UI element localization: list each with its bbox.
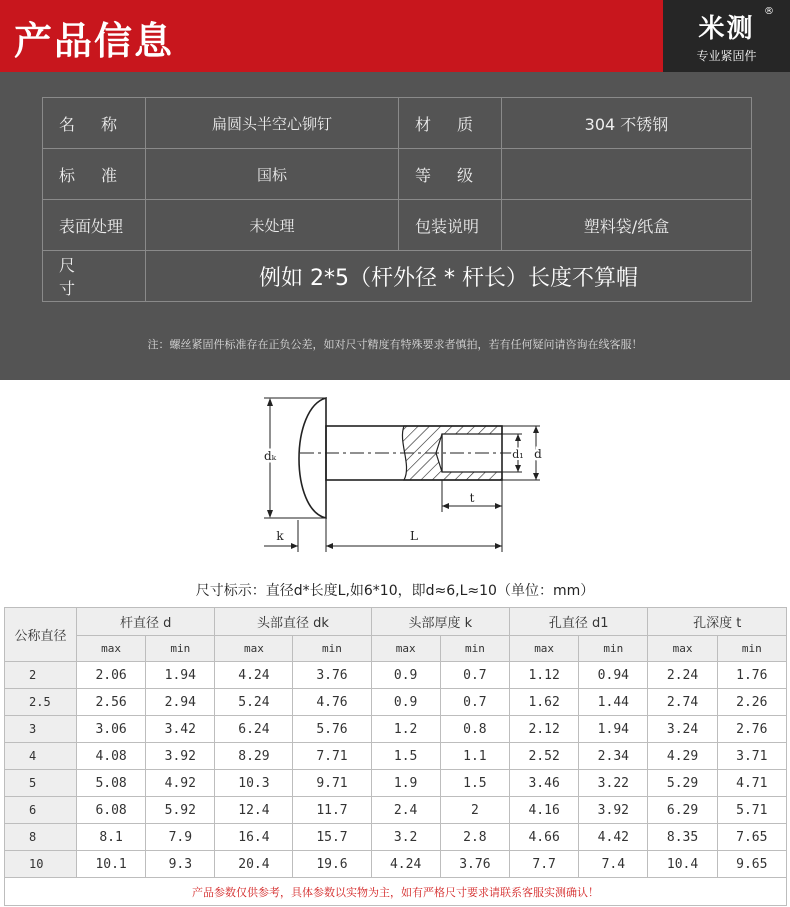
table-row	[5, 851, 787, 878]
spec-value-cell: 1.44	[579, 689, 648, 716]
info-row	[43, 200, 752, 251]
spec-value-cell: 4.24	[371, 851, 440, 878]
group-header: 头部直径 dk	[215, 608, 371, 636]
table-row	[5, 797, 787, 824]
rivet-diagram	[0, 380, 790, 580]
min-header: min	[293, 636, 371, 662]
spec-value-cell: 1.94	[579, 716, 648, 743]
label-L: L	[410, 529, 418, 543]
spec-value-cell: 1.76	[717, 662, 786, 689]
nominal-diameter-cell: 5	[5, 770, 77, 797]
max-header: max	[371, 636, 440, 662]
spec-value-cell: 11.7	[293, 797, 371, 824]
spec-value-cell: 1.5	[371, 743, 440, 770]
brand-logo	[663, 0, 790, 72]
material-value: 304 不锈钢	[502, 98, 752, 149]
name-value: 扁圆头半空心铆钉	[146, 98, 399, 149]
standard-value: 国标	[146, 149, 399, 200]
package-value: 塑料袋/纸盒	[502, 200, 752, 251]
spec-value-cell: 16.4	[215, 824, 293, 851]
page-title: 产品信息	[14, 19, 175, 63]
spec-value-cell: 9.65	[717, 851, 786, 878]
standard-label: 标准	[43, 149, 146, 200]
spec-value-cell: 3.06	[77, 716, 146, 743]
spec-value-cell: 7.9	[146, 824, 215, 851]
nominal-diameter-cell: 10	[5, 851, 77, 878]
spec-value-cell: 1.1	[440, 743, 509, 770]
min-header: min	[717, 636, 786, 662]
group-header: 头部厚度 k	[371, 608, 510, 636]
spec-value-cell: 7.71	[293, 743, 371, 770]
spec-value-cell: 2	[440, 797, 509, 824]
spec-value-cell: 2.74	[648, 689, 717, 716]
spec-value-cell: 12.4	[215, 797, 293, 824]
spec-value-cell: 1.94	[146, 662, 215, 689]
spec-value-cell: 3.42	[146, 716, 215, 743]
spec-value-cell: 19.6	[293, 851, 371, 878]
brand-registered-mark: ®	[764, 6, 774, 17]
spec-value-cell: 0.7	[440, 662, 509, 689]
header-bar	[0, 0, 790, 72]
grade-label: 等级	[399, 149, 502, 200]
spec-value-cell: 5.29	[648, 770, 717, 797]
dim-arrow	[291, 543, 298, 549]
spec-value-cell: 7.65	[717, 824, 786, 851]
spec-value-cell: 4.71	[717, 770, 786, 797]
spec-value-cell: 3.92	[579, 797, 648, 824]
spec-value-cell: 5.08	[77, 770, 146, 797]
product-info-panel	[0, 72, 790, 380]
spec-value-cell: 0.8	[440, 716, 509, 743]
disclaimer-note: 注：螺丝紧固件标准存在正负公差，如对尺寸精度有特殊要求者慎拍，若有任何疑问请咨询在线客服！	[147, 338, 643, 351]
nominal-diameter-cell: 2	[5, 662, 77, 689]
spec-value-cell: 2.26	[717, 689, 786, 716]
table-row	[5, 743, 787, 770]
table-row	[5, 770, 787, 797]
label-dk: dₖ	[263, 449, 277, 463]
spec-value-cell: 4.76	[293, 689, 371, 716]
spec-value-cell: 3.71	[717, 743, 786, 770]
size-value: 例如 2*5（杆外径 * 杆长）长度不算帽	[146, 251, 752, 302]
spec-value-cell: 1.5	[440, 770, 509, 797]
grade-value	[502, 149, 752, 200]
spec-value-cell: 2.4	[371, 797, 440, 824]
spec-value-cell: 5.24	[215, 689, 293, 716]
spec-value-cell: 15.7	[293, 824, 371, 851]
spec-value-cell: 1.2	[371, 716, 440, 743]
spec-value-cell: 3.76	[293, 662, 371, 689]
spec-value-cell: 8.35	[648, 824, 717, 851]
spec-value-cell: 1.12	[510, 662, 579, 689]
spec-value-cell: 4.24	[215, 662, 293, 689]
max-header: max	[77, 636, 146, 662]
spec-value-cell: 7.4	[579, 851, 648, 878]
max-header: max	[215, 636, 293, 662]
spec-value-cell: 6.08	[77, 797, 146, 824]
info-row	[43, 98, 752, 149]
dim-arrow	[495, 543, 502, 549]
max-header: max	[510, 636, 579, 662]
spec-value-cell: 9.3	[146, 851, 215, 878]
spec-value-cell: 2.52	[510, 743, 579, 770]
rivet-head-shape	[299, 398, 326, 518]
spec-value-cell: 3.46	[510, 770, 579, 797]
spec-value-cell: 8.29	[215, 743, 293, 770]
spec-value-cell: 2.06	[77, 662, 146, 689]
surface-value: 未处理	[146, 200, 399, 251]
spec-table	[4, 607, 787, 906]
size-label: 尺寸	[43, 251, 146, 302]
spec-value-cell: 4.42	[579, 824, 648, 851]
material-label: 材质	[399, 98, 502, 149]
label-d1: d₁	[512, 448, 524, 461]
table-row	[5, 824, 787, 851]
spec-value-cell: 3.22	[579, 770, 648, 797]
table-row	[5, 662, 787, 689]
nominal-diameter-cell: 8	[5, 824, 77, 851]
dimension-caption: 尺寸标示：直径d*长度L,如6*10，即d≈6,L≈10（单位：mm）	[195, 583, 595, 599]
spec-value-cell: 2.94	[146, 689, 215, 716]
label-t: t	[469, 491, 475, 505]
spec-value-cell: 10.3	[215, 770, 293, 797]
spec-value-cell: 0.94	[579, 662, 648, 689]
nominal-diameter-cell: 3	[5, 716, 77, 743]
spec-value-cell: 7.7	[510, 851, 579, 878]
spec-value-cell: 8.1	[77, 824, 146, 851]
spec-header-row	[5, 608, 787, 636]
spec-value-cell: 2.12	[510, 716, 579, 743]
spec-value-cell: 3.92	[146, 743, 215, 770]
spec-table-body	[5, 662, 787, 878]
spec-value-cell: 1.62	[510, 689, 579, 716]
spec-value-cell: 9.71	[293, 770, 371, 797]
package-label: 包装说明	[399, 200, 502, 251]
label-d: d	[534, 447, 542, 461]
surface-label: 表面处理	[43, 200, 146, 251]
max-header: max	[648, 636, 717, 662]
spec-value-cell: 2.24	[648, 662, 717, 689]
min-header: min	[440, 636, 509, 662]
spec-footer-note: 产品参数仅供参考，具体参数以实物为主，如有严格尺寸要求请联系客服实测确认！	[5, 878, 787, 906]
table-row	[5, 716, 787, 743]
info-row	[43, 251, 752, 302]
spec-value-cell: 3.2	[371, 824, 440, 851]
spec-value-cell: 3.24	[648, 716, 717, 743]
spec-subheader-row	[5, 636, 787, 662]
spec-value-cell: 2.8	[440, 824, 509, 851]
spec-value-cell: 4.16	[510, 797, 579, 824]
table-row	[5, 689, 787, 716]
spec-value-cell: 2.76	[717, 716, 786, 743]
info-row	[43, 149, 752, 200]
nominal-diameter-header: 公称直径	[5, 608, 77, 662]
group-header: 杆直径 d	[77, 608, 215, 636]
spec-value-cell: 0.9	[371, 662, 440, 689]
spec-value-cell: 10.1	[77, 851, 146, 878]
label-k: k	[276, 529, 284, 543]
spec-value-cell: 20.4	[215, 851, 293, 878]
brand-name: 米测	[698, 14, 755, 44]
spec-value-cell: 4.66	[510, 824, 579, 851]
spec-value-cell: 0.9	[371, 689, 440, 716]
product-info-table	[42, 97, 752, 302]
spec-value-cell: 5.76	[293, 716, 371, 743]
spec-footer-row	[5, 878, 787, 906]
group-header: 孔深度 t	[648, 608, 787, 636]
spec-value-cell: 3.76	[440, 851, 509, 878]
rivet-drawing	[0, 380, 790, 608]
spec-value-cell: 1.9	[371, 770, 440, 797]
min-header: min	[579, 636, 648, 662]
spec-value-cell: 4.29	[648, 743, 717, 770]
nominal-diameter-cell: 2.5	[5, 689, 77, 716]
spec-value-cell: 2.56	[77, 689, 146, 716]
spec-value-cell: 2.34	[579, 743, 648, 770]
spec-value-cell: 10.4	[648, 851, 717, 878]
spec-value-cell: 5.71	[717, 797, 786, 824]
min-header: min	[146, 636, 215, 662]
name-label: 名称	[43, 98, 146, 149]
spec-value-cell: 4.92	[146, 770, 215, 797]
brand-subtitle: 专业紧固件	[696, 49, 757, 63]
nominal-diameter-cell: 4	[5, 743, 77, 770]
spec-value-cell: 5.92	[146, 797, 215, 824]
spec-value-cell: 6.24	[215, 716, 293, 743]
group-header: 孔直径 d1	[510, 608, 648, 636]
spec-value-cell: 0.7	[440, 689, 509, 716]
nominal-diameter-cell: 6	[5, 797, 77, 824]
spec-value-cell: 4.08	[77, 743, 146, 770]
spec-value-cell: 6.29	[648, 797, 717, 824]
